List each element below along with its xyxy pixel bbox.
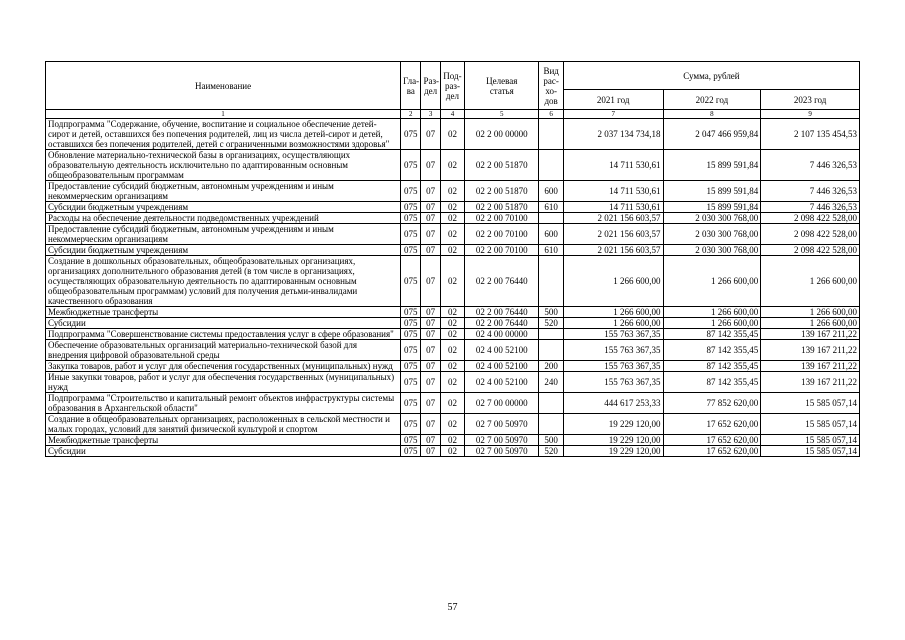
row-name: Создание в общеобразовательных организациях, расположенных в сельской местности и малых городах, условий для занятий физической культурой и спортом [46, 414, 401, 435]
row-podrazdel: 02 [440, 435, 464, 446]
row-sum-2022: 17 652 620,00 [663, 446, 761, 457]
row-razdel: 07 [421, 256, 440, 307]
row-sum-2022: 87 142 355,45 [663, 329, 761, 340]
column-number: 7 [563, 110, 663, 119]
column-number: 9 [761, 110, 860, 119]
table-row [46, 307, 860, 318]
row-sum-2023: 139 167 211,22 [761, 361, 860, 372]
row-target-article: 02 7 00 50970 [465, 446, 539, 457]
row-podrazdel: 02 [440, 224, 464, 245]
row-sum-2022: 2 030 300 768,00 [663, 224, 761, 245]
row-expense-type: 610 [539, 202, 563, 213]
row-glava: 075 [401, 245, 421, 256]
row-podrazdel: 02 [440, 150, 464, 181]
row-sum-2022: 15 899 591,84 [663, 202, 761, 213]
row-sum-2022: 77 852 620,00 [663, 393, 761, 414]
row-sum-2021: 14 711 530,61 [563, 181, 663, 202]
row-target-article: 02 7 00 50970 [465, 435, 539, 446]
row-podrazdel: 02 [440, 181, 464, 202]
row-sum-2023: 1 266 600,00 [761, 307, 860, 318]
row-target-article: 02 4 00 00000 [465, 329, 539, 340]
row-name: Подпрограмма "Содержание, обучение, воспитание и социальное обеспечение детей-сирот и детей, оставшихся без попечения родителей, лиц из числа детей-сирот и детей, оставшихся без попечения родителей, детей с ограниченными возможностями здоровья" [46, 119, 401, 150]
row-sum-2021: 19 229 120,00 [563, 446, 663, 457]
row-expense-type: 600 [539, 224, 563, 245]
row-name: Расходы на обеспечение деятельности подведомственных учреждений [46, 213, 401, 224]
row-target-article: 02 2 00 70100 [465, 224, 539, 245]
column-number: 6 [539, 110, 563, 119]
table-row [46, 245, 860, 256]
row-sum-2023: 1 266 600,00 [761, 256, 860, 307]
row-sum-2021: 155 763 367,35 [563, 361, 663, 372]
row-expense-type: 200 [539, 361, 563, 372]
row-sum-2023: 139 167 211,22 [761, 329, 860, 340]
row-target-article: 02 7 00 00000 [465, 393, 539, 414]
row-expense-type: 610 [539, 245, 563, 256]
table-row [46, 393, 860, 414]
row-podrazdel: 02 [440, 202, 464, 213]
row-glava: 075 [401, 224, 421, 245]
table-row [46, 414, 860, 435]
row-sum-2021: 2 037 134 734,18 [563, 119, 663, 150]
row-sum-2021: 155 763 367,35 [563, 340, 663, 361]
row-sum-2022: 17 652 620,00 [663, 435, 761, 446]
row-glava: 075 [401, 393, 421, 414]
row-razdel: 07 [421, 181, 440, 202]
row-name: Субсидии бюджетным учреждениям [46, 245, 401, 256]
header-name: Наименование [46, 62, 401, 110]
row-sum-2022: 2 030 300 768,00 [663, 245, 761, 256]
row-sum-2023: 7 446 326,53 [761, 150, 860, 181]
row-name: Обеспечение образовательных организаций материально-технической базой для внедрения цифровой образовательной среды [46, 340, 401, 361]
row-sum-2021: 444 617 253,33 [563, 393, 663, 414]
header-razdel: Раз- дел [421, 62, 440, 110]
row-sum-2022: 1 266 600,00 [663, 307, 761, 318]
row-name: Создание в дошкольных образовательных, общеобразовательных организациях, организациях дополнительного образования детей (в том числе в организациях, осуществляющих образовательную деятельность по адаптированным основным общеобразовательным программам) условий для получения детьми-инвалидами качественного образования [46, 256, 401, 307]
row-sum-2021: 2 021 156 603,57 [563, 245, 663, 256]
row-razdel: 07 [421, 213, 440, 224]
row-name: Межбюджетные трансферты [46, 435, 401, 446]
table-row [46, 361, 860, 372]
row-name: Подпрограмма "Строительство и капитальный ремонт объектов инфраструктуры системы образования в Архангельской области" [46, 393, 401, 414]
row-target-article: 02 2 00 76440 [465, 256, 539, 307]
column-number: 1 [46, 110, 401, 119]
row-razdel: 07 [421, 307, 440, 318]
table-row [46, 446, 860, 457]
table-header [46, 62, 860, 119]
row-target-article: 02 4 00 52100 [465, 340, 539, 361]
row-sum-2021: 1 266 600,00 [563, 256, 663, 307]
header-2021: 2021 год [563, 90, 663, 110]
row-sum-2023: 7 446 326,53 [761, 181, 860, 202]
row-expense-type [539, 414, 563, 435]
row-sum-2023: 2 107 135 454,53 [761, 119, 860, 150]
row-glava: 075 [401, 318, 421, 329]
row-target-article: 02 2 00 76440 [465, 318, 539, 329]
row-razdel: 07 [421, 329, 440, 340]
page-number: 57 [447, 602, 458, 613]
row-name: Субсидии [46, 318, 401, 329]
row-sum-2021: 2 021 156 603,57 [563, 213, 663, 224]
row-sum-2023: 15 585 057,14 [761, 435, 860, 446]
row-podrazdel: 02 [440, 119, 464, 150]
row-razdel: 07 [421, 245, 440, 256]
row-target-article: 02 2 00 51870 [465, 202, 539, 213]
row-podrazdel: 02 [440, 446, 464, 457]
row-razdel: 07 [421, 393, 440, 414]
table-row [46, 372, 860, 393]
row-target-article: 02 2 00 70100 [465, 245, 539, 256]
row-sum-2021: 19 229 120,00 [563, 414, 663, 435]
row-glava: 075 [401, 150, 421, 181]
row-name: Межбюджетные трансферты [46, 307, 401, 318]
column-number: 3 [421, 110, 440, 119]
row-target-article: 02 7 00 50970 [465, 414, 539, 435]
row-expense-type: 500 [539, 307, 563, 318]
row-sum-2022: 15 899 591,84 [663, 150, 761, 181]
row-podrazdel: 02 [440, 393, 464, 414]
row-podrazdel: 02 [440, 256, 464, 307]
row-podrazdel: 02 [440, 414, 464, 435]
header-target: Целевая статья [465, 62, 539, 110]
row-podrazdel: 02 [440, 372, 464, 393]
row-target-article: 02 4 00 52100 [465, 361, 539, 372]
row-name: Обновление материально-технической базы в организациях, осуществляющих образовательную деятельность исключительно по адаптированным основным общеобразовательным программам [46, 150, 401, 181]
row-expense-type: 500 [539, 435, 563, 446]
row-sum-2021: 14 711 530,61 [563, 150, 663, 181]
row-razdel: 07 [421, 119, 440, 150]
row-sum-2023: 139 167 211,22 [761, 372, 860, 393]
row-expense-type [539, 119, 563, 150]
row-name: Закупка товаров, работ и услуг для обеспечения государственных (муниципальных) нужд [46, 361, 401, 372]
row-razdel: 07 [421, 435, 440, 446]
row-glava: 075 [401, 372, 421, 393]
table-row [46, 340, 860, 361]
table-row [46, 329, 860, 340]
row-expense-type [539, 393, 563, 414]
row-razdel: 07 [421, 224, 440, 245]
row-expense-type: 520 [539, 318, 563, 329]
row-glava: 075 [401, 307, 421, 318]
table-row [46, 256, 860, 307]
row-podrazdel: 02 [440, 318, 464, 329]
row-sum-2021: 1 266 600,00 [563, 307, 663, 318]
row-sum-2023: 2 098 422 528,00 [761, 245, 860, 256]
row-expense-type: 240 [539, 372, 563, 393]
row-razdel: 07 [421, 372, 440, 393]
row-razdel: 07 [421, 446, 440, 457]
table-row [46, 119, 860, 150]
table-row [46, 318, 860, 329]
row-sum-2022: 2 047 466 959,84 [663, 119, 761, 150]
row-target-article: 02 2 00 51870 [465, 181, 539, 202]
row-sum-2021: 155 763 367,35 [563, 329, 663, 340]
header-2022: 2022 год [663, 90, 761, 110]
row-target-article: 02 2 00 76440 [465, 307, 539, 318]
header-podrazdel: Под- раз- дел [440, 62, 464, 110]
row-glava: 075 [401, 361, 421, 372]
row-glava: 075 [401, 414, 421, 435]
row-sum-2022: 1 266 600,00 [663, 318, 761, 329]
header-vid: Вид рас- хо- дов [539, 62, 563, 110]
row-glava: 075 [401, 213, 421, 224]
header-sum: Сумма, рублей [563, 62, 859, 90]
header-2023: 2023 год [761, 90, 860, 110]
row-podrazdel: 02 [440, 340, 464, 361]
row-sum-2022: 17 652 620,00 [663, 414, 761, 435]
table-row [46, 224, 860, 245]
row-razdel: 07 [421, 361, 440, 372]
row-glava: 075 [401, 119, 421, 150]
row-glava: 075 [401, 256, 421, 307]
row-podrazdel: 02 [440, 213, 464, 224]
row-sum-2023: 15 585 057,14 [761, 393, 860, 414]
row-name: Предоставление субсидий бюджетным, автономным учреждениям и иным некоммерческим организациям [46, 224, 401, 245]
row-sum-2022: 15 899 591,84 [663, 181, 761, 202]
row-target-article: 02 2 00 51870 [465, 150, 539, 181]
row-target-article: 02 4 00 52100 [465, 372, 539, 393]
row-sum-2023: 7 446 326,53 [761, 202, 860, 213]
row-target-article: 02 2 00 70100 [465, 213, 539, 224]
row-name: Субсидии бюджетным учреждениям [46, 202, 401, 213]
row-glava: 075 [401, 435, 421, 446]
row-sum-2022: 87 142 355,45 [663, 372, 761, 393]
row-sum-2022: 87 142 355,45 [663, 340, 761, 361]
column-number: 2 [401, 110, 421, 119]
row-sum-2023: 139 167 211,22 [761, 340, 860, 361]
row-expense-type [539, 256, 563, 307]
table-body [46, 119, 860, 457]
table-row [46, 202, 860, 213]
row-sum-2022: 2 030 300 768,00 [663, 213, 761, 224]
row-sum-2021: 2 021 156 603,57 [563, 224, 663, 245]
row-sum-2023: 2 098 422 528,00 [761, 224, 860, 245]
row-sum-2022: 87 142 355,45 [663, 361, 761, 372]
column-number: 4 [440, 110, 464, 119]
row-razdel: 07 [421, 414, 440, 435]
row-name: Подпрограмма "Совершенствование системы предоставления услуг в сфере образования" [46, 329, 401, 340]
table-row [46, 181, 860, 202]
row-podrazdel: 02 [440, 307, 464, 318]
row-glava: 075 [401, 340, 421, 361]
table-row [46, 150, 860, 181]
row-sum-2023: 15 585 057,14 [761, 446, 860, 457]
header-glava: Гла- ва [401, 62, 421, 110]
row-glava: 075 [401, 446, 421, 457]
row-podrazdel: 02 [440, 329, 464, 340]
row-expense-type: 600 [539, 181, 563, 202]
row-razdel: 07 [421, 318, 440, 329]
row-name: Предоставление субсидий бюджетным, автономным учреждениям и иным некоммерческим организациям [46, 181, 401, 202]
row-glava: 075 [401, 329, 421, 340]
column-number: 8 [663, 110, 761, 119]
row-razdel: 07 [421, 340, 440, 361]
row-target-article: 02 2 00 00000 [465, 119, 539, 150]
row-sum-2023: 15 585 057,14 [761, 414, 860, 435]
row-glava: 075 [401, 181, 421, 202]
row-expense-type [539, 329, 563, 340]
row-expense-type [539, 150, 563, 181]
column-numbers-row [46, 110, 860, 119]
row-razdel: 07 [421, 202, 440, 213]
row-podrazdel: 02 [440, 245, 464, 256]
row-expense-type [539, 340, 563, 361]
row-sum-2021: 19 229 120,00 [563, 435, 663, 446]
row-glava: 075 [401, 202, 421, 213]
row-sum-2021: 1 266 600,00 [563, 318, 663, 329]
row-razdel: 07 [421, 150, 440, 181]
row-expense-type [539, 213, 563, 224]
row-name: Субсидии [46, 446, 401, 457]
row-expense-type: 520 [539, 446, 563, 457]
column-number: 5 [465, 110, 539, 119]
row-sum-2021: 14 711 530,61 [563, 202, 663, 213]
row-sum-2021: 155 763 367,35 [563, 372, 663, 393]
row-name: Иные закупки товаров, работ и услуг для обеспечения государственных (муниципальных) нужд [46, 372, 401, 393]
table-row [46, 435, 860, 446]
row-podrazdel: 02 [440, 361, 464, 372]
table-row [46, 213, 860, 224]
budget-table [45, 61, 860, 457]
row-sum-2022: 1 266 600,00 [663, 256, 761, 307]
row-sum-2023: 1 266 600,00 [761, 318, 860, 329]
row-sum-2023: 2 098 422 528,00 [761, 213, 860, 224]
